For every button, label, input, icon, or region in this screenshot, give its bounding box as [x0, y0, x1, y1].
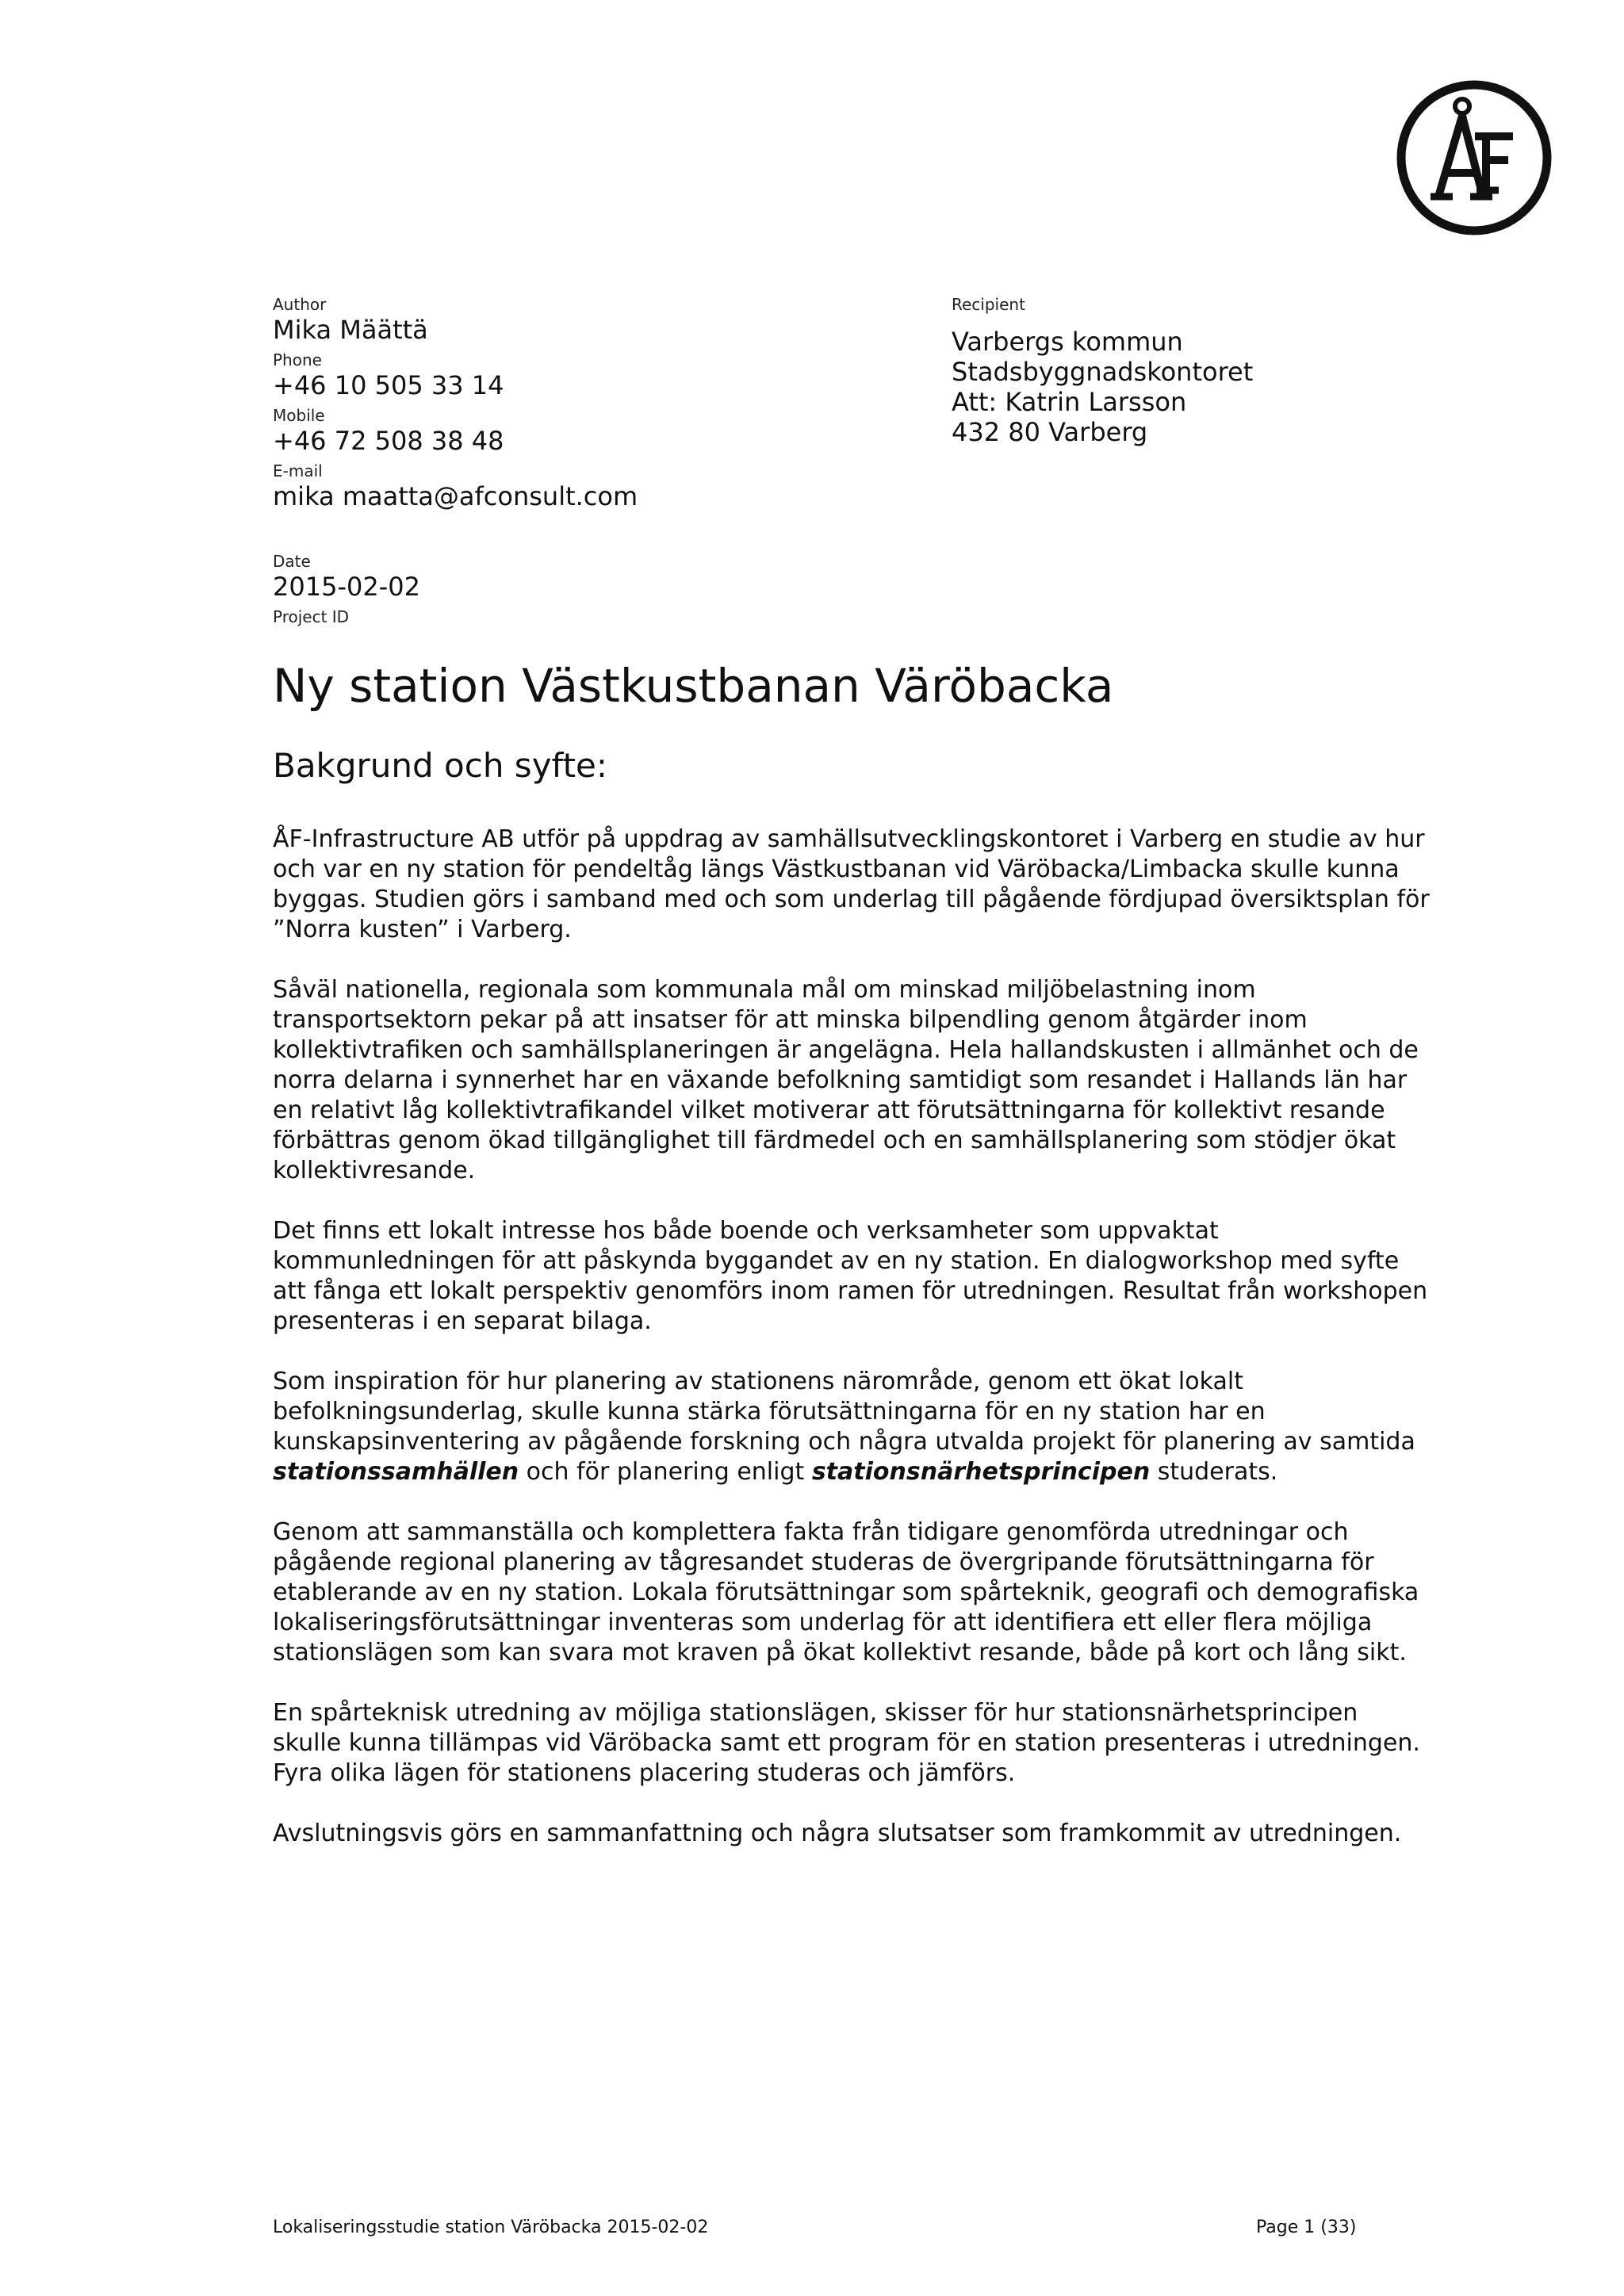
footer-page-number: Page 1 (33)	[1256, 2218, 1357, 2237]
email-address: mika maatta@afconsult.com	[273, 481, 638, 511]
recipient-line: Att: Katrin Larsson	[952, 387, 1187, 417]
recipient-line: 432 80 Varberg	[952, 417, 1148, 447]
paragraph: Avslutningsvis görs en sammanfattning och några slutsatser som framkommit av utredningen.	[273, 1820, 1402, 1847]
recipient-line: Stadsbyggnadskontoret	[952, 357, 1254, 387]
section-heading: Bakgrund och syfte:	[273, 746, 608, 785]
recipient-line: Varbergs kommun	[952, 327, 1183, 357]
emphasis-stationsnarhetsprincipen: stationsnärhetsprincipen	[811, 1458, 1151, 1486]
mobile-label: Mobile	[273, 406, 325, 425]
author-block	[273, 295, 875, 512]
paragraph: Genom att sammanställa och komplettera fakta från tidigare genomförda utredningar och pågående regional planering av tågresandet studeras de övergripande förutsättningarna för etablerande av en ny station. Lokala förutsättningar som spårteknik, geografi och demografiska lokaliseringsförutsättningar inventeras som underlag för att identifiera ett eller flera möjliga stationslägen som kan svara mot kraven på ökat kollektivt resande, både på kort och lång sikt.	[273, 1518, 1419, 1667]
recipient-label: Recipient	[952, 295, 1025, 314]
project-id-label: Project ID	[273, 607, 350, 626]
author-label: Author	[273, 295, 327, 314]
af-logo	[1394, 78, 1554, 238]
paragraph: Det finns ett lokalt intresse hos både boende och verksamheter som uppvaktat kommunledningen för att påskynda byggandet av en ny station. En dialogworkshop med syfte att fånga ett lokalt perspektiv genomförs inom ramen för utredningen. Resultat från workshopen presenteras i en separat bilaga.	[273, 1217, 1428, 1335]
mobile-number: +46 72 508 38 48	[273, 426, 504, 456]
footer-document-name: Lokaliseringsstudie station Väröbacka 2015-02-02	[273, 2218, 709, 2237]
emphasis-stationssamhallen: stationssamhällen	[273, 1458, 519, 1486]
date-value: 2015-02-02	[273, 572, 420, 602]
phone-label: Phone	[273, 350, 322, 369]
paragraph-text: och för planering enligt	[519, 1458, 812, 1486]
body-text	[273, 825, 1431, 1879]
document-title: Ny station Västkustbanan Väröbacka	[273, 659, 1114, 713]
paragraph: ÅF-Infrastructure AB utför på uppdrag av samhällsutvecklingskontoret i Varberg en studie av hur och var en ny station för pendeltåg längs Västkustbanan vid Väröbacka/Limbacka skulle kunna byggas. Studien görs i samband med och som underlag till pågående fördjupad översiktsplan för ”Norra kusten” i Varberg.	[273, 825, 1430, 943]
date-label: Date	[273, 552, 311, 571]
email-label: E-mail	[273, 461, 323, 480]
recipient-block	[952, 295, 1507, 447]
paragraph	[273, 1367, 1431, 1487]
date-block	[273, 552, 875, 626]
phone-number: +46 10 505 33 14	[273, 370, 504, 400]
paragraph: En spårteknisk utredning av möjliga stationslägen, skisser för hur stationsnärhetsprincipen skulle kunna tillämpas vid Väröbacka samt ett program för en station presenteras i utredningen. Fyra olika lägen för stationens placering studeras och jämförs.	[273, 1699, 1420, 1787]
author-name: Mika Määttä	[273, 315, 428, 345]
paragraph-text: Som inspiration för hur planering av stationens närområde, genom ett ökat lokalt befolkningsunderlag, skulle kunna stärka förutsättningarna för en ny station har en kunskapsinventering av pågående forskning och några utvalda projekt för planering av samtida	[273, 1368, 1415, 1456]
paragraph: Såväl nationella, regionala som kommunala mål om minskad miljöbelastning inom transportsektorn pekar på att insatser för att minska bilpendling genom åtgärder inom kollektivtrafiken och samhällsplaneringen är angelägna. Hela hallandskusten i allmänhet och de norra delarna i synnerhet har en växande befolkning samtidigt som resandet i Hallands län har en relativt låg kollektivtrafikandel vilket motiverar att förutsättningarna för kollektivt resande förbättras genom ökad tillgänglighet till färdmedel och en samhällsplanering som stödjer ökat kollektivresande.	[273, 976, 1419, 1184]
paragraph-text: studerats.	[1150, 1458, 1278, 1486]
